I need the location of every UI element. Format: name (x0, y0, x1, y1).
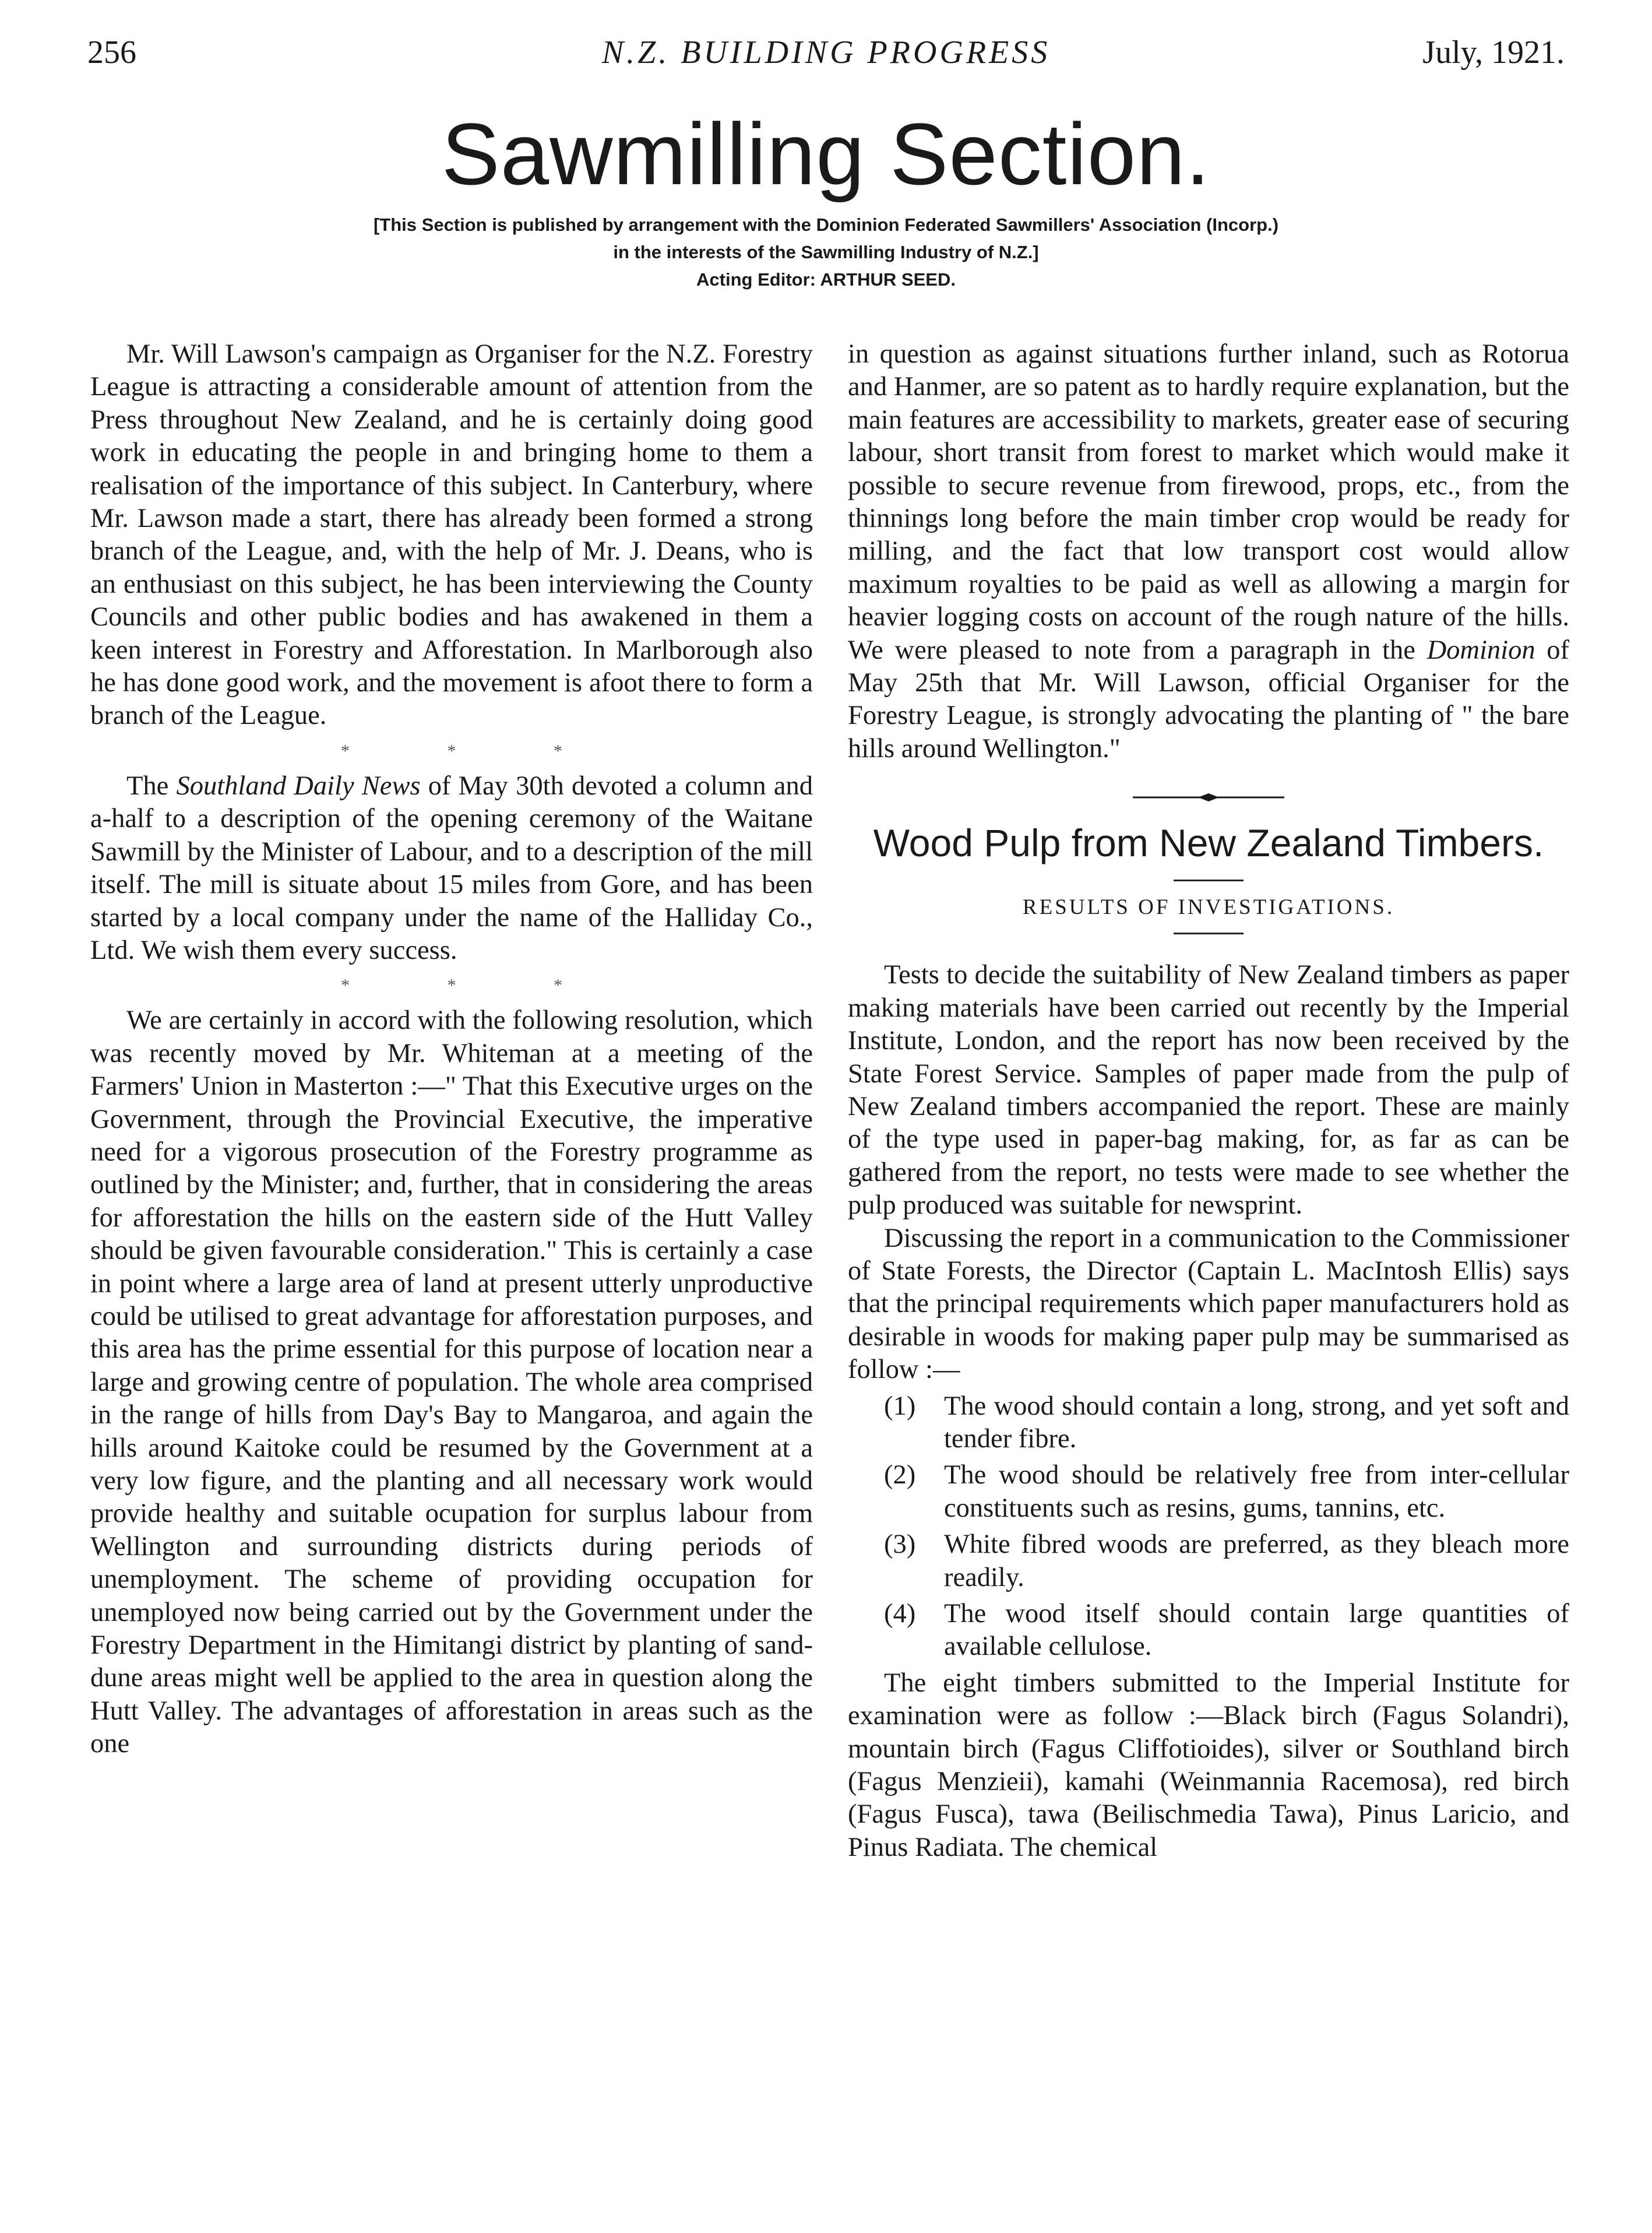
section-break-stars: * * * (341, 976, 609, 996)
section-break-stars: * * * (341, 741, 609, 761)
list-item (848, 1598, 1569, 1664)
paragraph-tests: Tests to decide the suitability of New Zealand timbers as paper making materials have been carried out recently by the Imperial Institute, London, and the report has now been received by the State Forest Service. Samples of paper made from the pulp of New Zealand timbers accompanied the report. These are mainly of the type used in paper-bag making, for, as far as can be gathered from the report, no tests were made to see whether the pulp produced was suitable for newsprint. (848, 960, 1569, 1221)
article-title: Wood Pulp from New Zealand Timbers. (873, 821, 1544, 865)
item-text: White fibred woods are preferred, as they bleach more readily. (944, 1529, 1569, 1592)
newspaper-name: Dominion (1426, 635, 1535, 665)
issue-date: July, 1921. (1422, 34, 1565, 71)
intro-line: Acting Editor: ARTHUR SEED. (696, 269, 956, 290)
paragraph-continued: in question as against situations further inland, such as Rotorua and Hanmer, are so patent as to hardly require explanation, but the main features are accessibility to markets, greater ease of securing labour, short transit from forest to market which would make it possible to secure revenue from firewood, props, etc., from the thinnings long before the main timber crop would be ready for milling, and the fact that low transport cost would allow maximum royalties to be paid as well as allowing a margin for heavier logging costs on account of the rough nature of the hills. We were pleased to note from a paragraph in the Dominion of May 25th that Mr. Will Lawson, official Organiser for the Forestry League, is strongly advocating the planting of " the bare hills around Wellington." (848, 339, 1569, 764)
paragraph-hutt-valley-resolution: We are certainly in accord with the following resolution, which was recently moved by Mr. Whiteman at a meeting of the Farmers' Union in Masterton :—" That this Executive urges on the Government, through the Provincial Executive, the imperative need for a vigorous prosecution of the Forestry programme as outlined by the Minister; and, further, that in considering the areas for afforestation the hills on the eastern side of the Hutt Valley should be given favourable consideration." This is certainly a case in point where a large area of land at present utterly unproductive could be utilised to great advantage for afforestation purposes, and this area has the prime essential for this purpose of location near a large and growing centre of population. The whole area comprised in the range of hills from Day's Bay to Mangaroa, and again the hills around Kaitoke could be resumed by the Government at a very low figure, and the planting and all necessary work would provide healthy and suitable ocupation for surplus labour from Wellington and surrounding districts during periods of unemployment. The scheme of providing occupation for unemployed now being carried out by the Government under the Forestry Department in the Himitangi district by planting of sand-dune areas might well be applied to the area in question along the Hutt Valley. The advantages of afforestation in areas such as the one (90, 1005, 813, 1759)
list-item (848, 1459, 1569, 1525)
list-item (848, 1390, 1569, 1456)
intro-line: in the interests of the Sawmilling Industry of N.Z.] (613, 242, 1039, 262)
intro-line: [This Section is published by arrangement with the Dominion Federated Sawmillers' Association (Incorp.) (373, 214, 1279, 235)
item-text: The wood should contain a long, strong, and yet soft and tender fibre. (944, 1391, 1569, 1454)
left-column (90, 338, 813, 1761)
short-rule (1174, 880, 1244, 881)
requirements-list (848, 1390, 1569, 1664)
spacer (848, 946, 1569, 959)
item-text: The wood should be relatively free from inter-cellular constituents such as resins, gums, tannins, etc. (944, 1460, 1569, 1523)
paragraph-director: Discussing the report in a communication to the Commissioner of State Forests, the Director (Captain L. MacIntosh Ellis) says that the principal requirements which paper manufacturers hold as desirable in woods for making paper pulp may be summarised as follow :— (848, 1223, 1569, 1385)
article-subtitle: RESULTS OF INVESTIGATIONS. (1022, 895, 1395, 920)
ornament-rule (1133, 789, 1284, 806)
item-number: (4) (884, 1599, 916, 1629)
journal-title: N.Z. BUILDING PROGRESS (601, 34, 1051, 71)
short-rule (1174, 933, 1244, 934)
section-intro (0, 211, 1652, 293)
item-number: (1) (884, 1391, 916, 1421)
running-head (87, 34, 1565, 86)
section-title: Sawmilling Section. (441, 105, 1211, 203)
item-text: The wood itself should contain large quantities of available cellulose. (944, 1599, 1569, 1662)
newspaper-name: Southland Daily News (176, 771, 421, 801)
paragraph-eight-timbers: The eight timbers submitted to the Imperial Institute for examination were as follow :—Black birch (Fagus Solandri), mountain birch (Fagus Cliffotioides), silver or Southland birch (Fagus Menzieii), kamahi (Weinmannia Racemosa), red birch (Fagus Fusca), tawa (Beilischmedia Tawa), Pinus Laricio, and Pinus Radiata. The chemical (848, 1668, 1569, 1862)
paragraph-forestry-league: Mr. Will Lawson's campaign as Organiser for the N.Z. Forestry League is attracting a considerable amount of attention from the Press throughout New Zealand, and he is certainly doing good work in educating the people in and bringing home to them a realisation of the importance of this subject. In Canterbury, where Mr. Lawson made a start, there has already been formed a strong branch of the League, and, with the help of Mr. J. Deans, who is an enthusiast on this subject, he has been interviewing the County Councils and other public bodies and has awakened in them a keen interest in Forestry and Afforestation. In Marlborough also he has done good work, and the movement is afoot there to form a branch of the League. (90, 339, 813, 731)
item-number: (3) (884, 1529, 916, 1560)
right-column (848, 338, 1569, 1864)
list-item (848, 1528, 1569, 1594)
item-number: (2) (884, 1460, 916, 1490)
paragraph-waitane-sawmill: The Southland Daily News of May 30th devoted a column and a-half to a description of the opening ceremony of the Waitane Sawmill by the Minister of Labour, and to a description of the mill itself. The mill is situate about 15 miles from Gore, and has been started by a local company under the name of the Halliday Co., Ltd. We wish them every success. (90, 771, 813, 965)
page-number: 256 (87, 34, 136, 71)
